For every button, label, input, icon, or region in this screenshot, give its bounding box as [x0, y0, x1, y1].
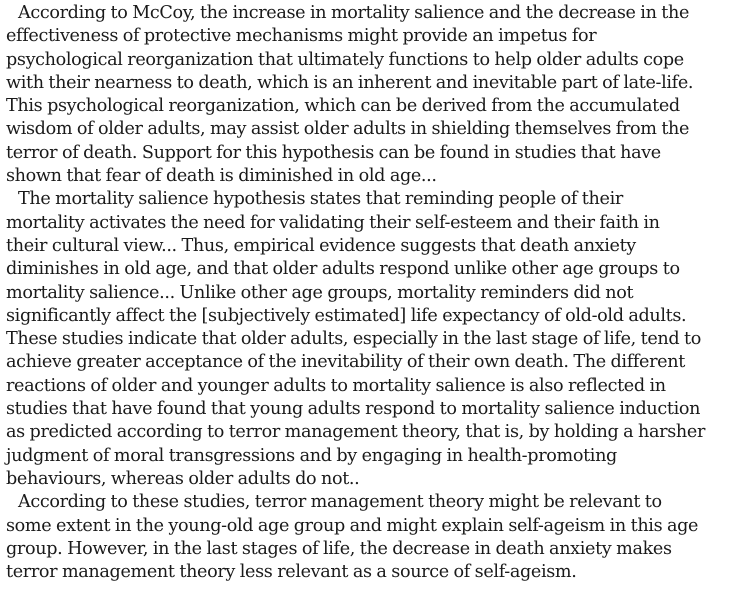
- text-line: judgment of moral transgressions and by engaging in health-promoting: [6, 445, 617, 466]
- document-body: [6, 2, 748, 584]
- paragraph-2: [6, 188, 748, 491]
- text-line: diminishes in old age, and that older adults respond unlike other age groups to: [6, 259, 680, 280]
- text-line: mortality salience... Unlike other age groups, mortality reminders did not: [6, 282, 634, 303]
- text-line: wisdom of older adults, may assist older adults in shielding themselves from the: [6, 119, 690, 140]
- paragraph-1: [6, 2, 748, 188]
- text-line: their cultural view... Thus, empirical evidence suggests that death anxiety: [6, 235, 636, 256]
- text-line: studies that have found that young adults respond to mortality salience induction: [6, 399, 701, 420]
- text-line: The mortality salience hypothesis states that reminding people of their: [18, 189, 623, 210]
- text-line: This psychological reorganization, which can be derived from the accumulated: [6, 96, 680, 117]
- text-line: some extent in the young-old age group and might explain self-ageism in this age: [6, 515, 699, 536]
- text-line: mortality activates the need for validating their self-esteem and their faith in: [6, 212, 660, 233]
- text-line: psychological reorganization that ultimately functions to help older adults cope: [6, 49, 684, 70]
- text-line: effectiveness of protective mechanisms might provide an impetus for: [6, 26, 597, 47]
- text-line: terror management theory less relevant as a source of self-ageism.: [6, 562, 577, 583]
- text-line: with their nearness to death, which is an inherent and inevitable part of late-life.: [6, 72, 694, 93]
- text-line: as predicted according to terror management theory, that is, by holding a harsher: [6, 422, 706, 443]
- text-line: reactions of older and younger adults to mortality salience is also reflected in: [6, 375, 666, 396]
- paragraph-3: [6, 491, 748, 584]
- text-line: These studies indicate that older adults, especially in the last stage of life, tend to: [6, 329, 702, 350]
- text-line: terror of death. Support for this hypothesis can be found in studies that have: [6, 142, 661, 163]
- text-line: According to McCoy, the increase in mortality salience and the decrease in the: [18, 3, 690, 23]
- text-line: achieve greater acceptance of the inevitability of their own death. The different: [6, 352, 685, 373]
- text-line: behaviours, whereas older adults do not..: [6, 468, 360, 489]
- text-line: significantly affect the [subjectively estimated] life expectancy of old-old adults.: [6, 305, 687, 326]
- text-line: group. However, in the last stages of life, the decrease in death anxiety makes: [6, 538, 672, 559]
- text-line: According to these studies, terror management theory might be relevant to: [18, 492, 662, 513]
- text-line: shown that fear of death is diminished in old age...: [6, 166, 437, 187]
